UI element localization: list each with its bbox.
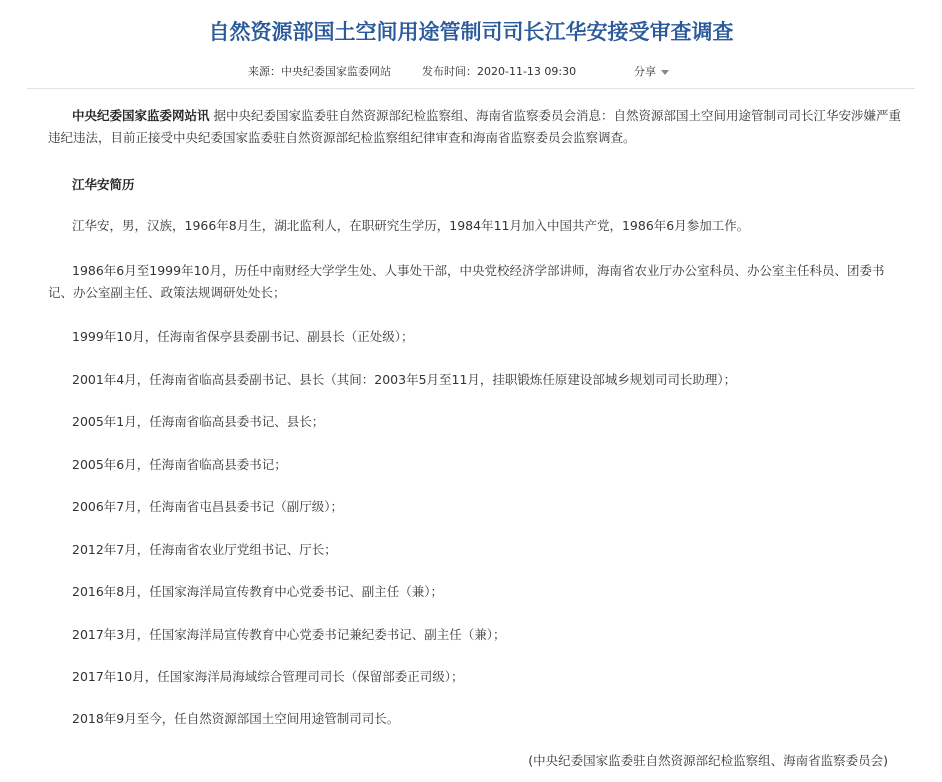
share-label: 分享 bbox=[634, 65, 656, 78]
career-item: 1986年6月至1999年10月，历任中南财经大学学生处、人事处干部，中央党校经济学部讲师，海南省农业厅办公室科员、办公室主任科员、团委书记、办公室副主任、政策法规调研处处长； bbox=[48, 263, 885, 300]
lead-source: 中央纪委国家监委网站讯 bbox=[72, 108, 210, 123]
article-signature: (中央纪委国家监委驻自然资源部纪检监察组、海南省监察委员会) bbox=[528, 753, 888, 768]
share-button[interactable] bbox=[634, 62, 669, 82]
career-item: 2006年7月，任海南省屯昌县委书记（副厅级）； bbox=[72, 499, 344, 514]
publish-time bbox=[422, 62, 576, 82]
source-value: 中央纪委国家监委网站 bbox=[281, 65, 391, 78]
career-item: 2017年3月，任国家海洋局宣传教育中心党委书记兼纪委书记、副主任（兼）； bbox=[72, 627, 506, 642]
career-item: 2016年8月，任国家海洋局宣传教育中心党委书记、副主任（兼）； bbox=[72, 584, 444, 599]
publish-time-value: 2020-11-13 09:30 bbox=[477, 65, 577, 78]
career-item: 2012年7月，任海南省农业厅党组书记、厅长； bbox=[72, 542, 337, 557]
lead-paragraph bbox=[48, 105, 908, 149]
career-item: 2017年10月，任国家海洋局海域综合管理司司长（保留部委正司级）； bbox=[72, 669, 464, 684]
header-divider bbox=[27, 88, 915, 89]
article-meta bbox=[0, 62, 942, 82]
career-item: 1999年10月，任海南省保亭县委副书记、副县长（正处级）； bbox=[72, 329, 414, 344]
source-label: 来源： bbox=[248, 65, 281, 78]
resume-intro: 江华安，男，汉族，1966年8月生，湖北监利人，在职研究生学历，1984年11月加入中国共产党，1986年6月参加工作。 bbox=[72, 218, 750, 233]
article-title: 自然资源部国土空间用途管制司司长江华安接受审查调查 bbox=[208, 20, 734, 44]
resume-heading: 江华安简历 bbox=[72, 177, 135, 192]
career-item: 2018年9月至今，任自然资源部国土空间用途管制司司长。 bbox=[72, 711, 400, 726]
chevron-down-icon bbox=[661, 70, 669, 75]
publish-time-label: 发布时间： bbox=[422, 65, 477, 78]
career-item: 2005年1月，任海南省临高县委书记、县长； bbox=[72, 414, 325, 429]
career-item: 2001年4月，任海南省临高县委副书记、县长（其间：2003年5月至11月，挂职锻炼任原建设部城乡规划司司长助理）； bbox=[72, 372, 737, 387]
career-item: 2005年6月，任海南省临高县委书记； bbox=[72, 457, 287, 472]
lead-text: 据中央纪委国家监委驻自然资源部纪检监察组、海南省监察委员会消息：自然资源部国土空间用途管制司司长江华安涉嫌严重违纪违法，目前正接受中央纪委国家监委驻自然资源部纪检监察组纪律审查和海南省监察委员会监察调查。 bbox=[48, 108, 901, 145]
source-info bbox=[248, 62, 391, 82]
